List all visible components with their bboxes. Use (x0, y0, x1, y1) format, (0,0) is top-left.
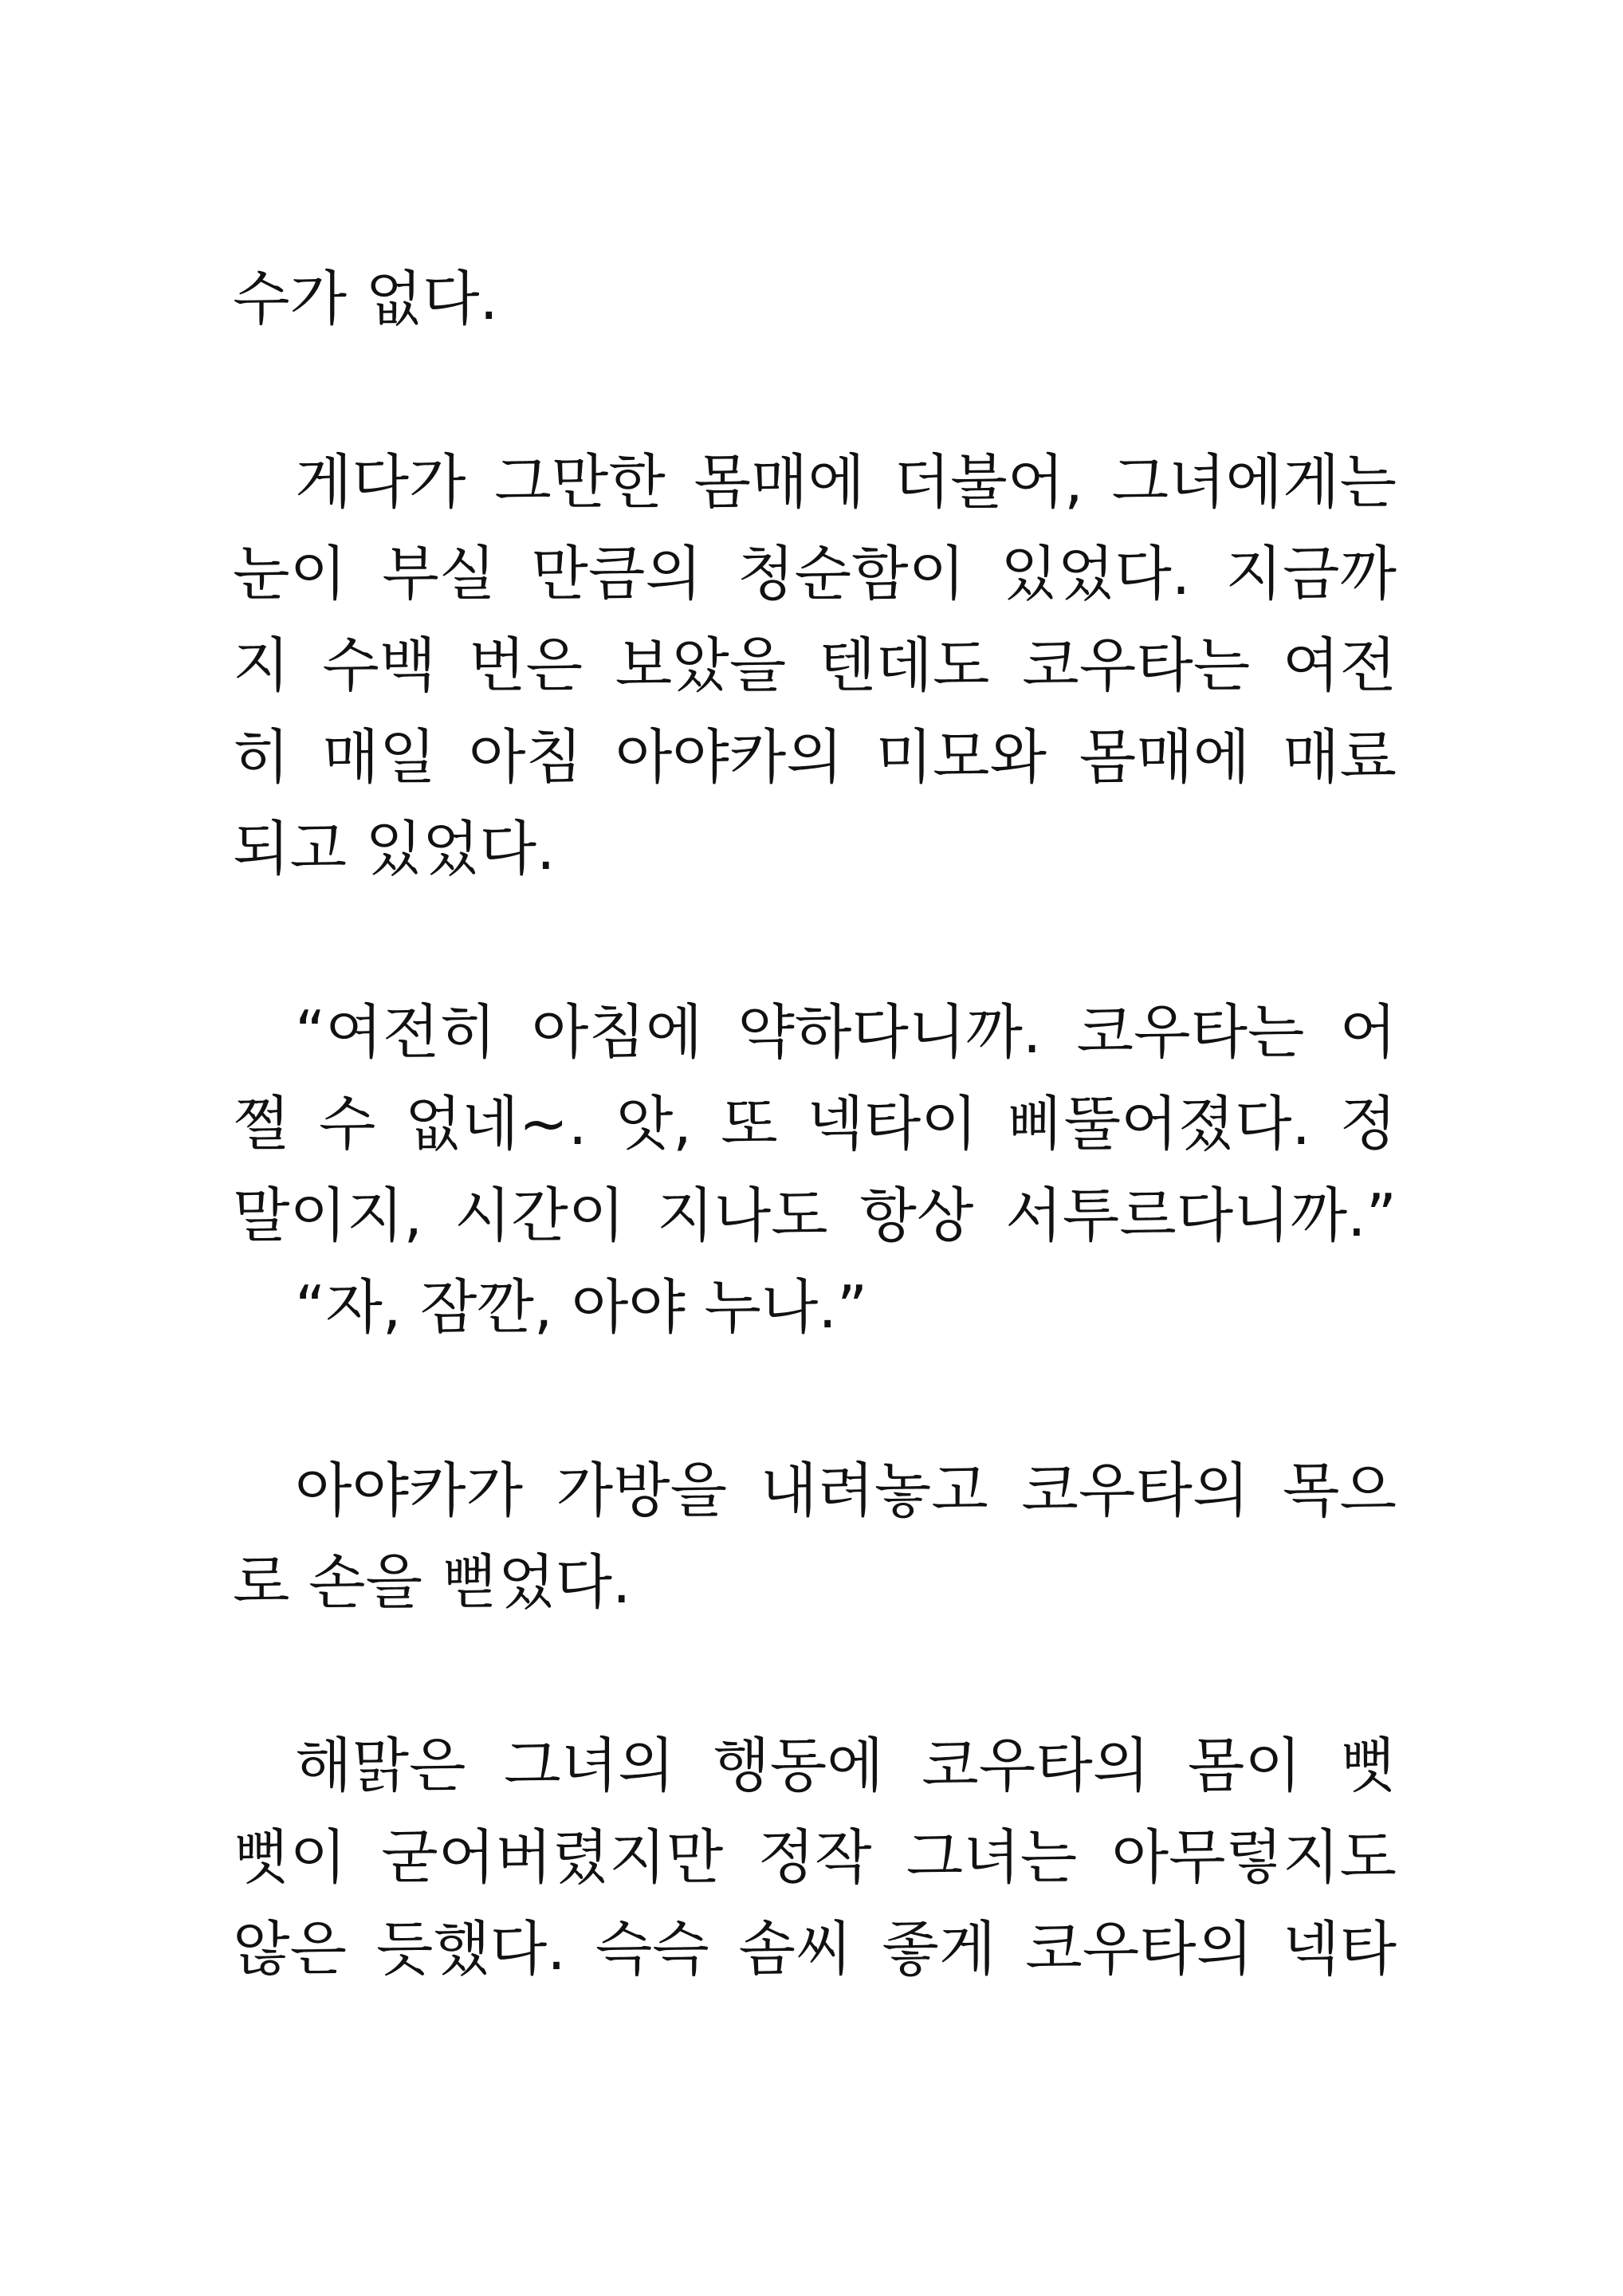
text-line: 되고 있었다. (233, 815, 556, 883)
text-line: 아야카가 가방을 내려놓고 코우타의 목으 (295, 1457, 1397, 1525)
text-line: 해맑은 그녀의 행동에 코우타의 몸이 뻣 (295, 1732, 1397, 1800)
text-line: “자, 잠깐, 아야 누나.” (295, 1273, 868, 1342)
body-text (233, 254, 1397, 1995)
text-line: 수가 없다. (233, 265, 498, 333)
text-line: “여전히 아침에 약하다니까. 코우타는 어 (295, 998, 1397, 1067)
paragraph-gap (233, 1629, 1397, 1720)
text-line: 지 수백 번은 보았을 텐데도 코우타는 여전 (233, 631, 1397, 700)
text-line: 로 손을 뻗었다. (233, 1548, 631, 1617)
text-line: 뻣이 굳어버렸지만 정작 그녀는 아무렇지도 (233, 1823, 1397, 1892)
text-line: 히 매일 아침 아야카의 미모와 몸매에 매료 (233, 723, 1397, 792)
text-line: 눈이 부실 만큼의 청순함이 있었다. 지금까 (233, 540, 1397, 608)
text-line: 않은 듯했다. 슥슥 솜씨 좋게 코우타의 넥타 (233, 1915, 1397, 1983)
text-line: 말이지, 시간이 지나도 항상 서투르다니까.” (233, 1181, 1397, 1250)
paragraph-gap (233, 895, 1397, 987)
paragraph-gap (233, 345, 1397, 437)
paragraph-gap (233, 1354, 1397, 1445)
text-line: 게다가 그만한 몸매에 더불어, 그녀에게는 (295, 448, 1397, 517)
text-line: 쩔 수 없네~. 앗, 또 넥타이 삐뚤어졌다. 정 (233, 1090, 1397, 1158)
